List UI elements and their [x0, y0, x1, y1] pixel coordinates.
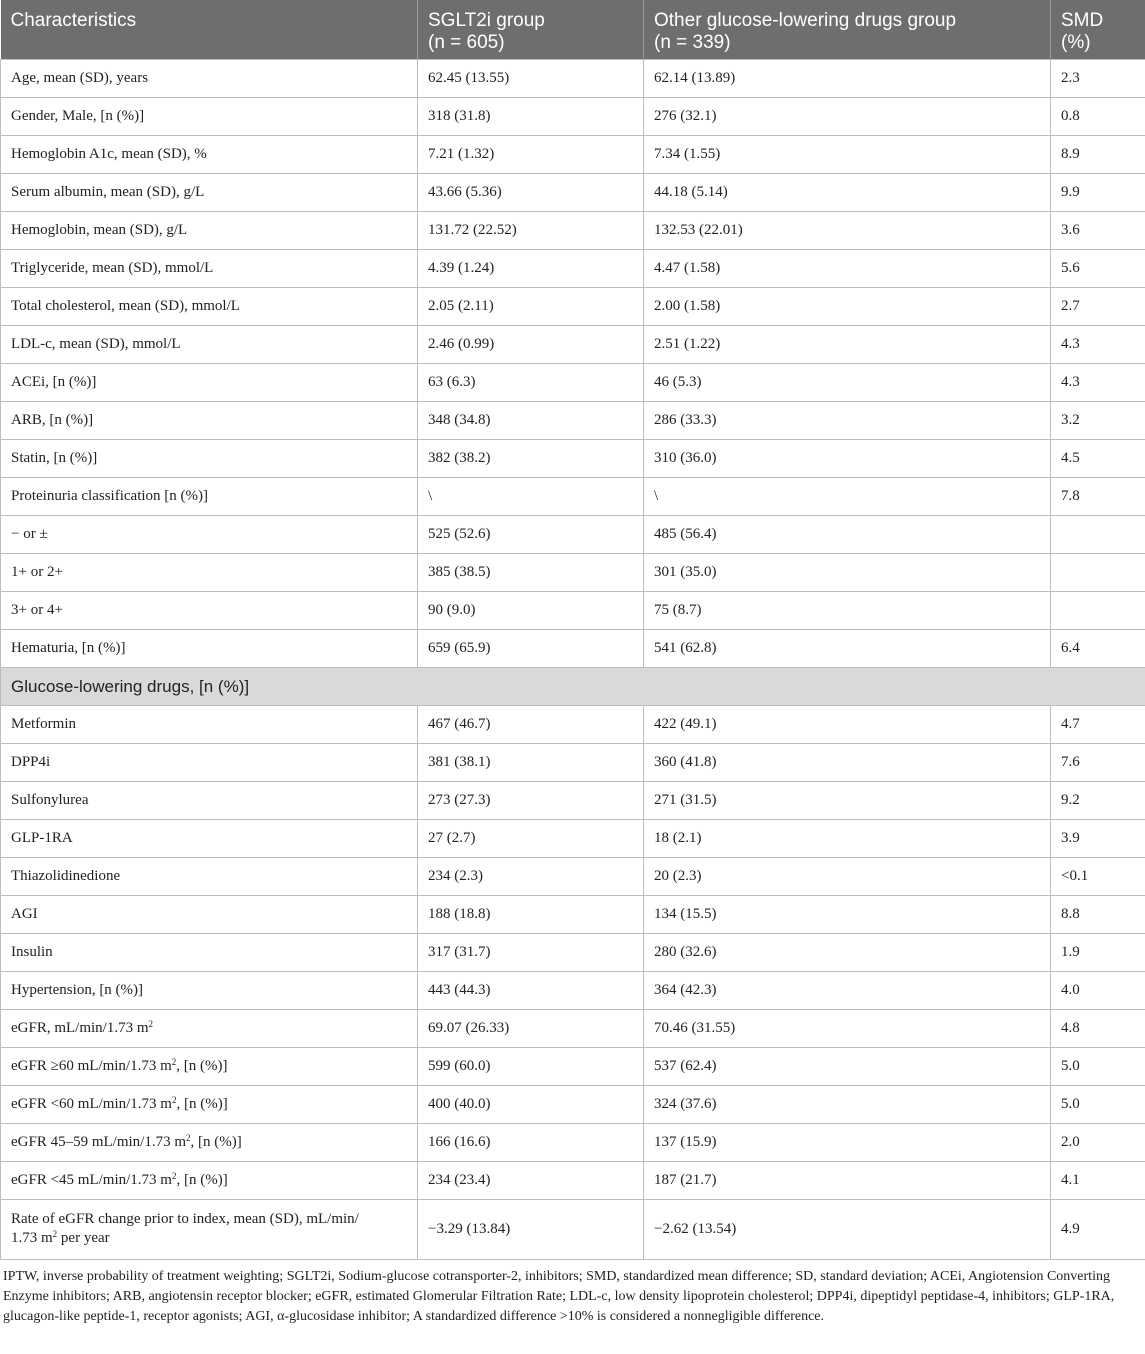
cell-sglt2i-value: 318 (31.8) [418, 97, 644, 135]
cell-other-value: 134 (15.5) [644, 895, 1051, 933]
cell-smd-value: 4.9 [1051, 1199, 1145, 1259]
cell-characteristic: eGFR, mL/min/1.73 $m^2$ [1, 1009, 418, 1047]
cell-sglt2i-value: 7.21 (1.32) [418, 135, 644, 173]
cell-other-value: 75 (8.7) [644, 591, 1051, 629]
cell-sglt2i-value: 90 (9.0) [418, 591, 644, 629]
cell-smd-value: 1.9 [1051, 933, 1145, 971]
section-row-glucose-lowering-drugs [1, 667, 1145, 705]
cell-other-value: 324 (37.6) [644, 1085, 1051, 1123]
table-row [1, 933, 1145, 971]
cell-smd-value: 6.4 [1051, 629, 1145, 667]
cell-characteristic: Hemoglobin, mean (SD), g/L [1, 211, 418, 249]
header-row [1, 0, 1145, 59]
cell-sglt2i-value: 234 (2.3) [418, 857, 644, 895]
cell-characteristic: ACEi, [n (%)] [1, 363, 418, 401]
table-row [1, 553, 1145, 591]
table-body [1, 59, 1145, 1259]
cell-smd-value: 5.0 [1051, 1047, 1145, 1085]
cell-other-value: \ [644, 477, 1051, 515]
cell-sglt2i-value: 348 (34.8) [418, 401, 644, 439]
cell-smd-value: 7.6 [1051, 743, 1145, 781]
cell-other-value: 70.46 (31.55) [644, 1009, 1051, 1047]
table-row [1, 781, 1145, 819]
cell-characteristic: Rate of eGFR change prior to index, mean (SD), mL/min/ 1.73 $m^2$ per year [1, 1199, 418, 1259]
table-row [1, 629, 1145, 667]
cell-smd-value: <0.1 [1051, 857, 1145, 895]
cell-characteristic: GLP-1RA [1, 819, 418, 857]
cell-other-value: 2.51 (1.22) [644, 325, 1051, 363]
cell-smd-value: 4.8 [1051, 1009, 1145, 1047]
cell-sglt2i-value: 525 (52.6) [418, 515, 644, 553]
cell-smd-value: 8.8 [1051, 895, 1145, 933]
cell-other-value: 364 (42.3) [644, 971, 1051, 1009]
cell-characteristic: Hematuria, [n (%)] [1, 629, 418, 667]
cell-other-value: 360 (41.8) [644, 743, 1051, 781]
header-characteristics: Characteristics [1, 0, 418, 59]
table-row [1, 1161, 1145, 1199]
cell-other-value: 46 (5.3) [644, 363, 1051, 401]
table-row [1, 1047, 1145, 1085]
cell-smd-value: 9.2 [1051, 781, 1145, 819]
table-row [1, 857, 1145, 895]
table-row [1, 1123, 1145, 1161]
cell-sglt2i-value: 188 (18.8) [418, 895, 644, 933]
cell-smd-value: 2.7 [1051, 287, 1145, 325]
table-row [1, 971, 1145, 1009]
cell-sglt2i-value: 131.72 (22.52) [418, 211, 644, 249]
table-row [1, 1009, 1145, 1047]
cell-smd-value: 3.6 [1051, 211, 1145, 249]
cell-sglt2i-value: −3.29 (13.84) [418, 1199, 644, 1259]
cell-sglt2i-value: 273 (27.3) [418, 781, 644, 819]
cell-characteristic: Total cholesterol, mean (SD), mmol/L [1, 287, 418, 325]
cell-smd-value: 4.3 [1051, 363, 1145, 401]
cell-other-value: 422 (49.1) [644, 705, 1051, 743]
cell-characteristic: AGI [1, 895, 418, 933]
cell-characteristic: Hypertension, [n (%)] [1, 971, 418, 1009]
cell-sglt2i-value: 4.39 (1.24) [418, 249, 644, 287]
cell-other-value: 541 (62.8) [644, 629, 1051, 667]
cell-other-value: 286 (33.3) [644, 401, 1051, 439]
cell-other-value: 137 (15.9) [644, 1123, 1051, 1161]
cell-smd-value: 9.9 [1051, 173, 1145, 211]
cell-smd-value: 3.9 [1051, 819, 1145, 857]
cell-characteristic: Gender, Male, [n (%)] [1, 97, 418, 135]
cell-other-value: 62.14 (13.89) [644, 59, 1051, 97]
cell-other-value: 18 (2.1) [644, 819, 1051, 857]
cell-characteristic: Serum albumin, mean (SD), g/L [1, 173, 418, 211]
cell-characteristic: Age, mean (SD), years [1, 59, 418, 97]
table-row [1, 705, 1145, 743]
cell-smd-value: 4.1 [1051, 1161, 1145, 1199]
table-row [1, 477, 1145, 515]
cell-other-value: 44.18 (5.14) [644, 173, 1051, 211]
cell-sglt2i-value: 381 (38.1) [418, 743, 644, 781]
cell-smd-value: 3.2 [1051, 401, 1145, 439]
cell-sglt2i-value: 317 (31.7) [418, 933, 644, 971]
cell-other-value: 2.00 (1.58) [644, 287, 1051, 325]
cell-characteristic: eGFR 45–59 mL/min/1.73 $m^2$, [n (%)] [1, 1123, 418, 1161]
cell-other-value: 4.47 (1.58) [644, 249, 1051, 287]
table-row [1, 363, 1145, 401]
cell-sglt2i-value: 166 (16.6) [418, 1123, 644, 1161]
header-sglt2i-group: SGLT2i group (n = 605) [418, 0, 644, 59]
table-row [1, 401, 1145, 439]
table-row [1, 211, 1145, 249]
cell-smd-value [1051, 553, 1145, 591]
cell-sglt2i-value: 659 (65.9) [418, 629, 644, 667]
table-row [1, 1199, 1145, 1259]
cell-other-value: 276 (32.1) [644, 97, 1051, 135]
cell-sglt2i-value: 62.45 (13.55) [418, 59, 644, 97]
cell-sglt2i-value: \ [418, 477, 644, 515]
cell-characteristic: Hemoglobin A1c, mean (SD), % [1, 135, 418, 173]
table-row [1, 1085, 1145, 1123]
cell-sglt2i-value: 467 (46.7) [418, 705, 644, 743]
cell-sglt2i-value: 234 (23.4) [418, 1161, 644, 1199]
cell-smd-value: 7.8 [1051, 477, 1145, 515]
cell-characteristic: ARB, [n (%)] [1, 401, 418, 439]
cell-characteristic: Triglyceride, mean (SD), mmol/L [1, 249, 418, 287]
table-row [1, 439, 1145, 477]
cell-characteristic: 1+ or 2+ [1, 553, 418, 591]
cell-other-value: 20 (2.3) [644, 857, 1051, 895]
cell-sglt2i-value: 69.07 (26.33) [418, 1009, 644, 1047]
table-row [1, 135, 1145, 173]
table-row [1, 591, 1145, 629]
cell-characteristic: Sulfonylurea [1, 781, 418, 819]
cell-sglt2i-value: 599 (60.0) [418, 1047, 644, 1085]
cell-sglt2i-value: 385 (38.5) [418, 553, 644, 591]
cell-sglt2i-value: 400 (40.0) [418, 1085, 644, 1123]
cell-other-value: −2.62 (13.54) [644, 1199, 1051, 1259]
table-row [1, 97, 1145, 135]
cell-smd-value: 4.7 [1051, 705, 1145, 743]
cell-sglt2i-value: 43.66 (5.36) [418, 173, 644, 211]
cell-characteristic: eGFR <60 mL/min/1.73 $m^2$, [n (%)] [1, 1085, 418, 1123]
cell-other-value: 280 (32.6) [644, 933, 1051, 971]
cell-other-value: 301 (35.0) [644, 553, 1051, 591]
cell-sglt2i-value: 2.05 (2.11) [418, 287, 644, 325]
cell-other-value: 187 (21.7) [644, 1161, 1051, 1199]
section-label: Glucose-lowering drugs, [n (%)] [1, 667, 1145, 705]
cell-characteristic: 3+ or 4+ [1, 591, 418, 629]
cell-other-value: 310 (36.0) [644, 439, 1051, 477]
table-row [1, 819, 1145, 857]
cell-characteristic: DPP4i [1, 743, 418, 781]
table-row [1, 515, 1145, 553]
cell-smd-value: 4.0 [1051, 971, 1145, 1009]
cell-sglt2i-value: 27 (2.7) [418, 819, 644, 857]
cell-other-value: 485 (56.4) [644, 515, 1051, 553]
table-row [1, 743, 1145, 781]
cell-smd-value [1051, 515, 1145, 553]
table-row [1, 287, 1145, 325]
table-footnote: IPTW, inverse probability of treatment weighting; SGLT2i, Sodium-glucose cotransporter-2, inhibitors; SMD, standardized mean difference; SD, standard deviation; ACEi, Angiotension Converting Enzyme inhibitors; ARB, angiotensin receptor blocker; eGFR, estimated Glomerular Filtration Rate; LDL-c, low density lipoprotein cholesterol; DPP4i, dipeptidyl peptidase-4, inhibitors; GLP-1RA, glucagon-like peptide-1, receptor agonists; AGI, α-glucosidase inhibitor; A standardized difference >10% is considered a nonnegligible difference. [3, 1268, 1115, 1324]
table-row [1, 895, 1145, 933]
cell-smd-value: 2.0 [1051, 1123, 1145, 1161]
header-smd: SMD (%) [1051, 0, 1145, 59]
cell-sglt2i-value: 2.46 (0.99) [418, 325, 644, 363]
cell-characteristic: Metformin [1, 705, 418, 743]
cell-smd-value: 8.9 [1051, 135, 1145, 173]
cell-smd-value: 5.0 [1051, 1085, 1145, 1123]
table-row [1, 59, 1145, 97]
cell-characteristic: eGFR ≥60 mL/min/1.73 $m^2$, [n (%)] [1, 1047, 418, 1085]
cell-other-value: 271 (31.5) [644, 781, 1051, 819]
cell-smd-value: 0.8 [1051, 97, 1145, 135]
cell-characteristic: Proteinuria classification [n (%)] [1, 477, 418, 515]
cell-sglt2i-value: 443 (44.3) [418, 971, 644, 1009]
cell-other-value: 7.34 (1.55) [644, 135, 1051, 173]
cell-other-value: 132.53 (22.01) [644, 211, 1051, 249]
cell-characteristic: LDL-c, mean (SD), mmol/L [1, 325, 418, 363]
cell-smd-value: 4.3 [1051, 325, 1145, 363]
cell-characteristic: Thiazolidinedione [1, 857, 418, 895]
cell-smd-value: 5.6 [1051, 249, 1145, 287]
cell-characteristic: eGFR <45 mL/min/1.73 $m^2$, [n (%)] [1, 1161, 418, 1199]
header-other-drugs-group: Other glucose-lowering drugs group (n = 339) [644, 0, 1051, 59]
table-row [1, 325, 1145, 363]
cell-other-value: 537 (62.4) [644, 1047, 1051, 1085]
table-row [1, 249, 1145, 287]
cell-smd-value: 4.5 [1051, 439, 1145, 477]
cell-sglt2i-value: 382 (38.2) [418, 439, 644, 477]
cell-characteristic: Insulin [1, 933, 418, 971]
cell-smd-value: 2.3 [1051, 59, 1145, 97]
cell-characteristic: Statin, [n (%)] [1, 439, 418, 477]
cell-sglt2i-value: 63 (6.3) [418, 363, 644, 401]
cell-smd-value [1051, 591, 1145, 629]
table-row [1, 173, 1145, 211]
cell-characteristic: − or ± [1, 515, 418, 553]
